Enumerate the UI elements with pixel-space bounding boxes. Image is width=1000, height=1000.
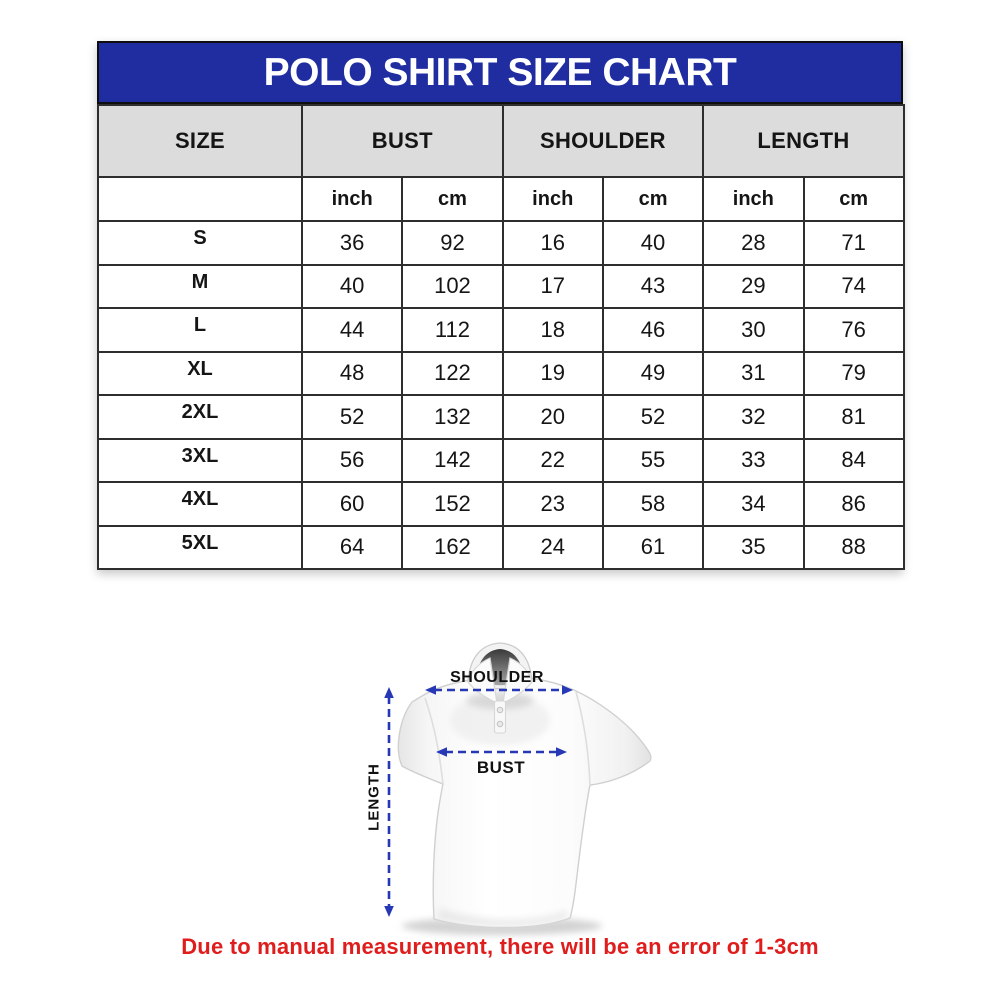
value-cell: 132 [402, 395, 502, 439]
value-cell: 18 [503, 308, 603, 352]
value-cell: 81 [804, 395, 904, 439]
value-cell: 122 [402, 352, 502, 396]
size-cell: XL [98, 352, 302, 396]
value-cell: 24 [503, 526, 603, 570]
value-cell: 84 [804, 439, 904, 483]
value-cell: 49 [603, 352, 703, 396]
value-cell: 16 [503, 221, 603, 265]
size-cell: 4XL [98, 482, 302, 526]
size-cell: M [98, 265, 302, 309]
table-row [98, 482, 904, 526]
unit-cell: inch [703, 177, 803, 221]
bust-arrowhead-left [436, 747, 447, 757]
value-cell: 17 [503, 265, 603, 309]
bust-measure-label: BUST [476, 758, 526, 777]
header-row [98, 105, 904, 177]
size-cell: L [98, 308, 302, 352]
col-header-bust: BUST [302, 105, 503, 177]
page-title: POLO SHIRT SIZE CHART [263, 50, 737, 94]
value-cell: 30 [703, 308, 803, 352]
value-cell: 44 [302, 308, 402, 352]
unit-cell: cm [804, 177, 904, 221]
value-cell: 33 [703, 439, 803, 483]
table-row [98, 308, 904, 352]
value-cell: 29 [703, 265, 803, 309]
length-arrowhead-bottom [384, 906, 394, 917]
value-cell: 55 [603, 439, 703, 483]
value-cell: 92 [402, 221, 502, 265]
shoulder-arrowhead-right [562, 685, 573, 695]
unit-cell: cm [402, 177, 502, 221]
value-cell: 28 [703, 221, 803, 265]
unit-row [98, 177, 904, 221]
unit-cell: cm [603, 177, 703, 221]
unit-cell-empty [98, 177, 302, 221]
value-cell: 52 [603, 395, 703, 439]
value-cell: 35 [703, 526, 803, 570]
value-cell: 61 [603, 526, 703, 570]
value-cell: 64 [302, 526, 402, 570]
size-table [97, 104, 905, 570]
value-cell: 40 [603, 221, 703, 265]
value-cell: 23 [503, 482, 603, 526]
shoulder-measure-label: SHOULDER [450, 669, 544, 686]
value-cell: 20 [503, 395, 603, 439]
col-header-shoulder: SHOULDER [503, 105, 704, 177]
bust-arrowhead-right [556, 747, 567, 757]
length-measure-label: LENGTH [365, 763, 383, 831]
value-cell: 71 [804, 221, 904, 265]
size-cell: 5XL [98, 526, 302, 570]
value-cell: 76 [804, 308, 904, 352]
value-cell: 32 [703, 395, 803, 439]
value-cell: 46 [603, 308, 703, 352]
value-cell: 36 [302, 221, 402, 265]
value-cell: 34 [703, 482, 803, 526]
value-cell: 112 [402, 308, 502, 352]
value-cell: 86 [804, 482, 904, 526]
value-cell: 19 [503, 352, 603, 396]
value-cell: 162 [402, 526, 502, 570]
unit-cell: inch [302, 177, 402, 221]
value-cell: 58 [603, 482, 703, 526]
value-cell: 40 [302, 265, 402, 309]
length-arrowhead-top [384, 687, 394, 698]
value-cell: 43 [603, 265, 703, 309]
size-cell: 2XL [98, 395, 302, 439]
value-cell: 60 [302, 482, 402, 526]
shoulder-arrowhead-left [425, 685, 436, 695]
unit-cell: inch [503, 177, 603, 221]
value-cell: 152 [402, 482, 502, 526]
col-header-size: SIZE [98, 105, 302, 177]
value-cell: 79 [804, 352, 904, 396]
size-cell: 3XL [98, 439, 302, 483]
table-row [98, 439, 904, 483]
value-cell: 22 [503, 439, 603, 483]
value-cell: 52 [302, 395, 402, 439]
value-cell: 31 [703, 352, 803, 396]
value-cell: 56 [302, 439, 402, 483]
table-row [98, 395, 904, 439]
table-row [98, 352, 904, 396]
size-cell: S [98, 221, 302, 265]
size-chart [97, 41, 903, 570]
value-cell: 74 [804, 265, 904, 309]
value-cell: 102 [402, 265, 502, 309]
table-row [98, 221, 904, 265]
value-cell: 88 [804, 526, 904, 570]
value-cell: 48 [302, 352, 402, 396]
table-row [98, 265, 904, 309]
value-cell: 142 [402, 439, 502, 483]
title-bar [97, 41, 903, 104]
table-row [98, 526, 904, 570]
measurement-disclaimer: Due to manual measurement, there will be an error of 1-3cm [181, 934, 819, 959]
col-header-length: LENGTH [703, 105, 904, 177]
